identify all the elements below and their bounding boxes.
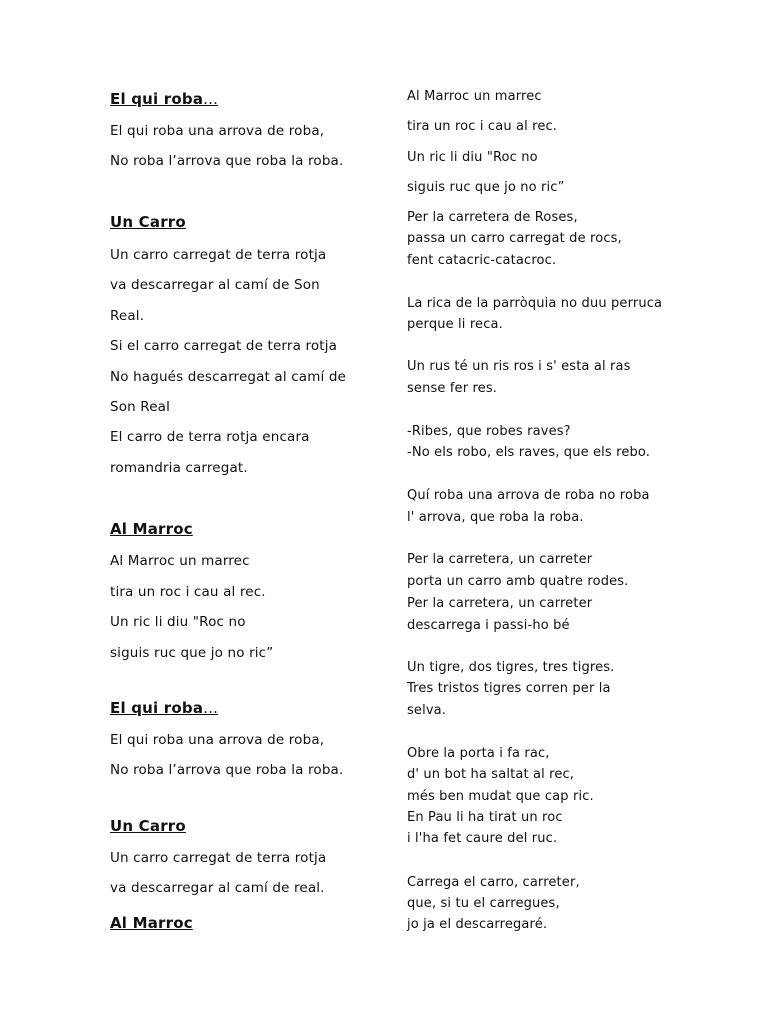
verse-line: siguis ruc que jo no ric” bbox=[407, 180, 565, 195]
verse-line: que, si tu el carregues, bbox=[407, 896, 560, 911]
verse-line: -Ribes, que robes raves? bbox=[407, 424, 571, 439]
verse-line: d' un bot ha saltat al rec, bbox=[407, 767, 575, 782]
verse-line: Al Marroc un marrec bbox=[407, 89, 542, 104]
verse-line: El carro de terra rotja encara bbox=[110, 429, 310, 445]
verse-line: Un ric li diu "Roc no bbox=[407, 150, 538, 165]
title-text: El qui roba bbox=[110, 699, 204, 717]
verse-line: Per la carretera de Roses, bbox=[407, 210, 578, 225]
verse-line: descarrega i passi-ho bé bbox=[407, 618, 570, 633]
section-title: Al Marroc bbox=[110, 914, 193, 932]
verse-line: El qui roba una arrova de roba, bbox=[110, 732, 325, 748]
verse-line: La rica de la parròquia no duu perruca bbox=[407, 296, 663, 311]
verse-line: Per la carretera, un carreter bbox=[407, 596, 593, 611]
verse-line: No roba l’arrova que roba la roba. bbox=[110, 153, 344, 169]
verse-line: Un carro carregat de terra rotja bbox=[110, 850, 327, 866]
verse-line: Per la carretera, un carreter bbox=[407, 552, 593, 567]
verse-line: jo ja el descarregaré. bbox=[407, 917, 548, 932]
section-title: Al Marroc bbox=[110, 520, 193, 538]
section-title: Un Carro bbox=[110, 817, 186, 835]
verse-line: selva. bbox=[407, 703, 447, 718]
verse-line: Un carro carregat de terra rotja bbox=[110, 247, 327, 263]
verse-line: siguis ruc que jo no ric” bbox=[110, 645, 274, 661]
verse-line: Quí roba una arrova de roba no roba bbox=[407, 488, 650, 503]
section-title bbox=[110, 699, 218, 717]
verse-line: porta un carro amb quatre rodes. bbox=[407, 574, 629, 589]
verse-line: Un ric li diu "Roc no bbox=[110, 614, 246, 630]
verse-line: Carrega el carro, carreter, bbox=[407, 875, 580, 890]
verse-line: Obre la porta i fa rac, bbox=[407, 746, 550, 761]
verse-line: Al Marroc un marrec bbox=[110, 553, 250, 569]
verse-line: i l'ha fet caure del ruc. bbox=[407, 831, 558, 846]
verse-line: Real. bbox=[110, 308, 145, 324]
verse-line: Tres tristos tigres corren per la bbox=[407, 681, 611, 696]
verse-line: l' arrova, que roba la roba. bbox=[407, 510, 584, 525]
verse-line: No hagués descarregat al camí de bbox=[110, 369, 347, 385]
title-ellipsis: ... bbox=[203, 90, 219, 108]
verse-line: romandria carregat. bbox=[110, 460, 248, 476]
verse-line: tira un roc i cau al rec. bbox=[407, 119, 558, 134]
verse-line: passa un carro carregat de rocs, bbox=[407, 231, 622, 246]
verse-line: sense fer res. bbox=[407, 381, 498, 396]
title-ellipsis: ... bbox=[203, 699, 219, 717]
verse-line: fent catacric-catacroc. bbox=[407, 253, 557, 268]
verse-line: Si el carro carregat de terra rotja bbox=[110, 338, 338, 354]
verse-line: No roba l’arrova que roba la roba. bbox=[110, 762, 344, 778]
verse-line: perque li reca. bbox=[407, 317, 503, 332]
verse-line: -No els robo, els raves, que els rebo. bbox=[407, 445, 651, 460]
verse-line: va descarregar al camí de Son bbox=[110, 277, 320, 293]
section-title bbox=[110, 90, 218, 108]
title-text: El qui roba bbox=[110, 90, 204, 108]
verse-line: Un rus té un ris ros i s' esta al ras bbox=[407, 359, 631, 374]
verse-line: Un tigre, dos tigres, tres tigres. bbox=[407, 660, 615, 675]
verse-line: tira un roc i cau al rec. bbox=[110, 584, 266, 600]
verse-line: En Pau li ha tirat un roc bbox=[407, 810, 563, 825]
verse-line: El qui roba una arrova de roba, bbox=[110, 123, 325, 139]
verse-line: Son Real bbox=[110, 399, 170, 415]
section-title: Un Carro bbox=[110, 213, 186, 231]
verse-line: més ben mudat que cap ric. bbox=[407, 789, 594, 804]
verse-line: va descarregar al camí de real. bbox=[110, 880, 325, 896]
